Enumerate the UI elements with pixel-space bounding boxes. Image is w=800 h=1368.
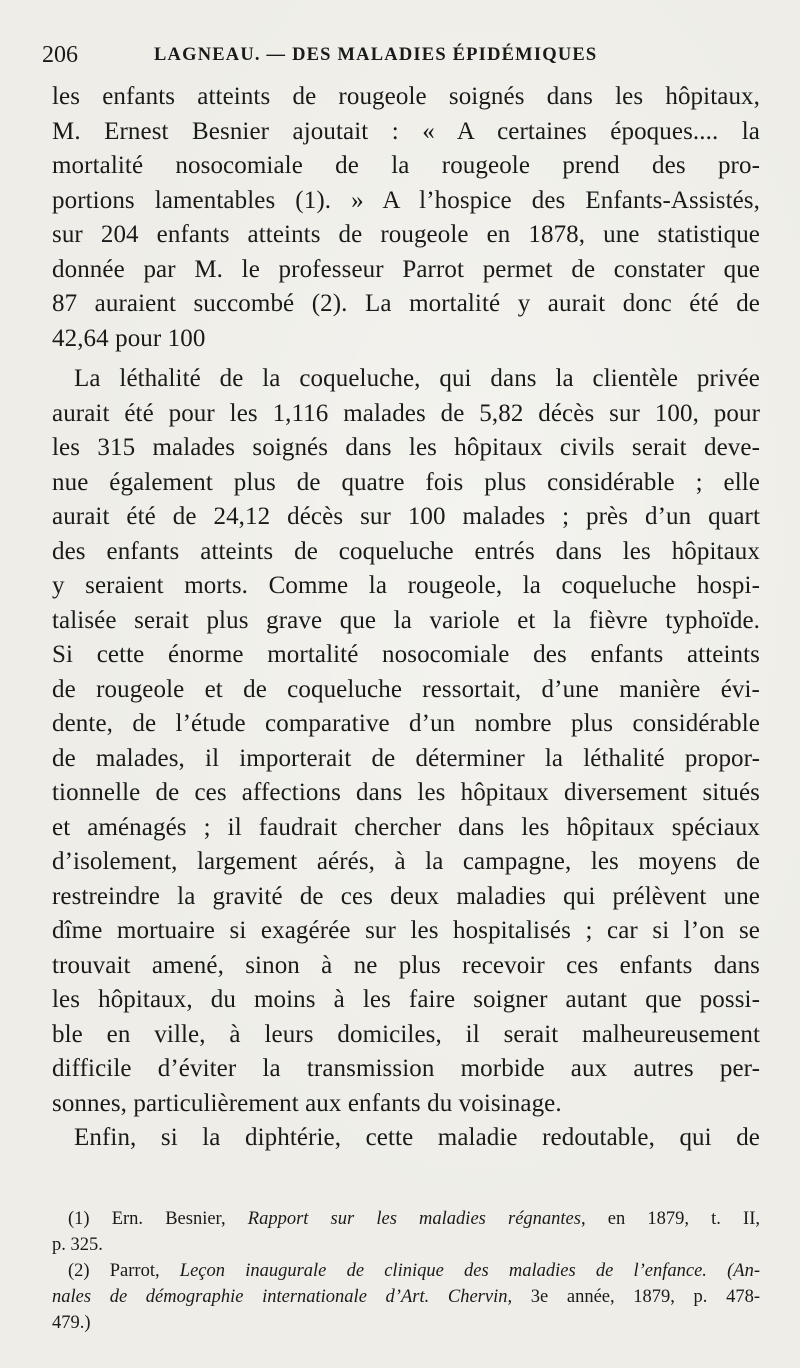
text-line: La léthalité de la coqueluche, qui dans la clientèle privée <box>74 365 760 392</box>
text-line: nue également plus de quatre fois plus considérable ; elle <box>52 468 760 496</box>
page-number: 206 <box>42 42 78 68</box>
text-line: les 315 malades soignés dans les hôpitaux civils serait deve- <box>52 434 760 461</box>
text-line: Si cette énorme mortalité nosocomiale des enfants atteints <box>52 641 760 668</box>
text-line: talisée serait plus grave que la variole et la fièvre typhoïde. <box>52 606 760 634</box>
footnote-title: Rapport sur les maladies régnantes <box>247 1209 581 1229</box>
footnote-2-continuation <box>52 1284 760 1310</box>
footnote-text: , en 1879, t. II, <box>580 1209 760 1229</box>
text-line: aurait été de 24,12 décès sur 100 malades ; près d’un quart <box>52 503 760 530</box>
footnotes <box>52 1206 760 1336</box>
running-head: LAGNEAU. — DES MALADIES ÉPIDÉMIQUES <box>154 45 598 65</box>
text-line: sonnes, particulièrement aux enfants du voisinage. <box>52 1089 562 1117</box>
text-line: 87 auraient succombé (2). La mortalité y aurait donc été de <box>52 290 760 317</box>
text-line: des enfants atteints de coqueluche entrés dans les hôpitaux <box>52 537 760 565</box>
text-line: d’isolement, largement aérés, à la campagne, les moyens de <box>52 848 760 875</box>
text-line: sur 204 enfants atteints de rougeole en 1878, une statistique <box>52 221 760 248</box>
text-line: les enfants atteints de rougeole soignés dans les hôpitaux, <box>52 83 760 110</box>
body-text <box>52 80 760 1156</box>
footnote-2-continuation: 479.) <box>52 1313 91 1333</box>
text-line: dîme mortuaire si exagérée sur les hospitalisés ; car si l’on se <box>52 917 760 944</box>
footnote-title: nales de démographie internationale d’Art. Chervin <box>52 1287 508 1307</box>
footnote-text: (2) Parrot, <box>68 1261 180 1281</box>
page-header <box>42 40 762 74</box>
text-line: les hôpitaux, du moins à les faire soigner autant que possi- <box>52 986 760 1013</box>
text-line: Enfin, si la diphtérie, cette maladie redoutable, qui de <box>74 1124 760 1151</box>
text-line: 42,64 pour 100 <box>52 324 206 352</box>
text-line: ble en ville, à leurs domiciles, il serait malheureusement <box>52 1020 760 1048</box>
text-line: M. Ernest Besnier ajoutait : « A certaines époques.... la <box>52 117 760 145</box>
footnote-2 <box>52 1258 760 1284</box>
text-line: donnée par M. le professeur Parrot permet de constater que <box>52 255 760 283</box>
text-line: tionnelle de ces affections dans les hôpitaux diversement situés <box>52 779 760 806</box>
text-line: restreindre la gravité de ces deux maladies qui prélèvent une <box>52 882 760 910</box>
text-line: de rougeole et de coqueluche ressortait, d’une manière évi- <box>52 675 760 703</box>
text-line: de malades, il importerait de déterminer la léthalité propor- <box>52 744 760 772</box>
text-line: trouvait amené, sinon à ne plus recevoir ces enfants dans <box>52 951 760 979</box>
footnote-title: Leçon inaugurale de clinique des maladies de l’enfance. (An- <box>179 1261 760 1281</box>
text-line: dente, de l’étude comparative d’un nombre plus considérable <box>52 710 760 737</box>
text-line: difficile d’éviter la transmission morbide aux autres per- <box>52 1055 760 1082</box>
footnote-1 <box>52 1206 760 1232</box>
text-line: aurait été pour les 1,116 malades de 5,82 décès sur 100, pour <box>52 399 760 427</box>
text-line: et aménagés ; il faudrait chercher dans les hôpitaux spéciaux <box>52 813 760 841</box>
footnote-text: (1) Ern. Besnier, <box>68 1209 248 1229</box>
text-line: portions lamentables (1). » A l’hospice des Enfants-Assistés, <box>52 186 760 214</box>
footnote-text: , 3e année, 1879, p. 478- <box>507 1287 760 1307</box>
text-line: mortalité nosocomiale de la rougeole prend des pro- <box>52 152 760 179</box>
footnote-1-continuation: p. 325. <box>52 1235 103 1255</box>
text-line: y seraient morts. Comme la rougeole, la coqueluche hospi- <box>52 572 760 599</box>
